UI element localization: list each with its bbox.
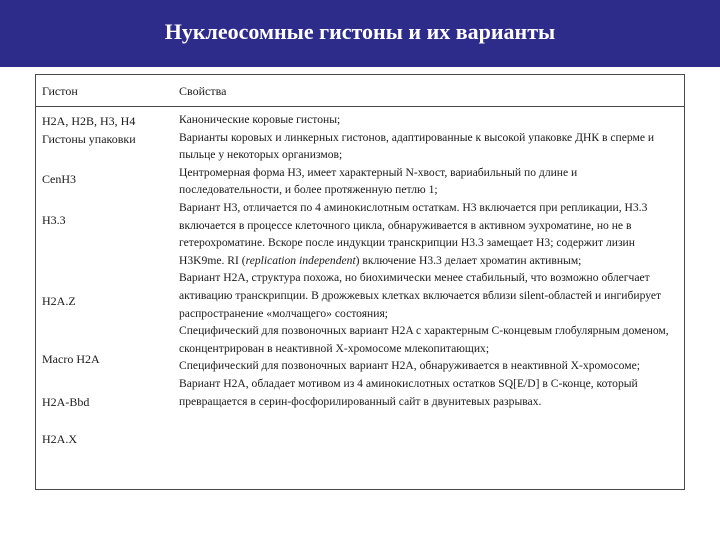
property-text-italic: replication independent [245,253,356,267]
title-bar [0,0,720,67]
header-properties: Свойства [179,84,227,98]
histone-name: Гистоны упаковки [42,132,136,146]
property-text [179,199,674,269]
property-text: Канонические коровые гистоны; [179,113,341,126]
histone-name: H2A.Z [42,294,76,308]
property-text: Специфический для позвоночных вариант H2A с характерным C-концевым глобулярным доменом, сконцентрирован в неактивной X-хромосоме млекопитающих; [179,324,669,355]
property-text-part: Вариант H3, отличается по 4 аминокислотным остаткам. H3 включается при репликации, H3.3 включается в процессе клеточного цикла, обнаруживается в активном эухроматине, но не в гетерохроматине. Вскоре после индукции транскрипции H3.3 замещает H3; содержит лизин H3K9me. RI ( [179,200,648,267]
property-text: Центромерная форма H3, имеет характерный N-хвост, вариабильный по длине и последовательности, и более протяженную петлю 1; [179,165,578,197]
histone-table [35,74,685,490]
histone-name: CenH3 [42,172,76,186]
property-text: Вариант H2A, структура похожа, но биохимически менее стабильный, что возможно облегчает активацию транскрипции. В дрожжевых клетках включается вблизи silent-областей и ингибирует распространение «молчащего» состояния; [179,271,662,320]
histone-name: H3.3 [42,213,66,227]
property-text: Вариант H2A, обладает мотивом из 4 аминокислотных остатков SQ[E/D] в C-конце, который превращается в серин-фосфорилированный сайт в двунитевых разрывах. [179,376,638,408]
slide-title: Нуклеосомные гистоны и их варианты [164,18,556,44]
header-histone: Гистон [42,84,78,98]
histone-name: H2A-Bbd [42,395,90,409]
properties-column [179,111,674,410]
property-text-part: ) включение H3.3 делает хроматин активным; [355,253,582,267]
histone-name: Macro H2A [42,352,100,366]
property-text: Варианты коровых и линкерных гистонов, адаптированные к высокой упаковке ДНК в сперме и пыльце у некоторых организмов; [179,130,655,162]
histone-name: H2A, H2B, H3, H4 [42,114,136,128]
table-header-row [36,75,684,107]
histone-name: H2A.X [42,432,77,446]
property-text: Специфический для позвоночных вариант H2A, обнаруживается в неактивной X-хромосоме; [179,359,640,373]
